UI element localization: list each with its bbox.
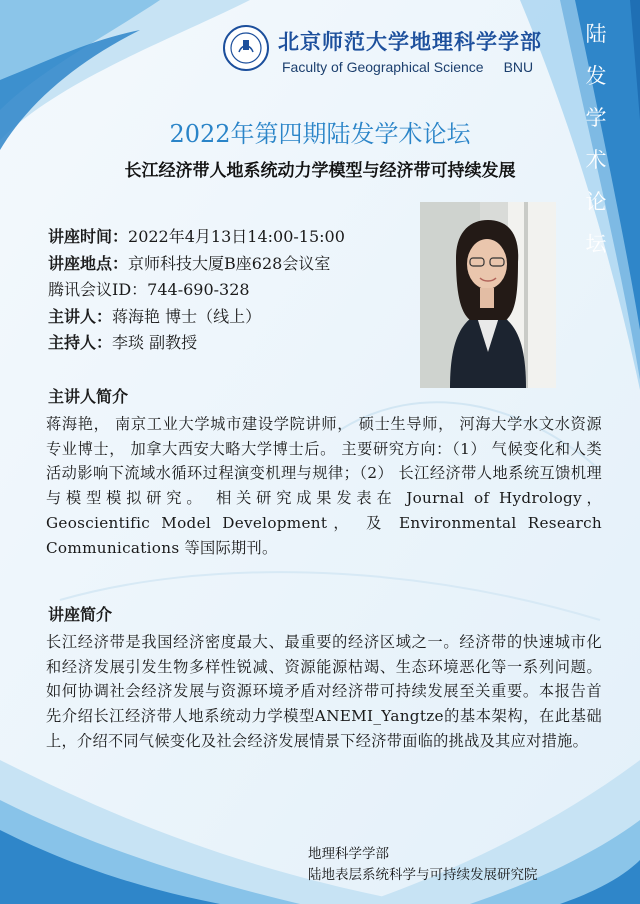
- place-label: 讲座地点：: [48, 253, 129, 273]
- university-name-en: [282, 59, 533, 75]
- organizer-2: 陆地表层系统科学与可持续发展研究院: [308, 866, 538, 883]
- bnu-seal-icon: [222, 24, 270, 72]
- time-label: 讲座时间：: [48, 227, 129, 246]
- place-value: 京师科技大厦B座628会议室: [128, 253, 331, 273]
- host-row: [48, 330, 345, 357]
- meeting-id: 腾讯会议ID：744-690-328: [48, 280, 250, 299]
- host-label: 主持人：: [48, 333, 113, 352]
- organizer-1: 地理科学学部: [308, 846, 389, 862]
- side-title-char: 发: [585, 64, 607, 88]
- organizers: [308, 844, 538, 885]
- side-title-char: 坛: [585, 232, 607, 256]
- speaker-row: [48, 304, 345, 331]
- time-value: 2022年4月13日14:00-15:00: [128, 227, 345, 246]
- lecture-intro-text: 长江经济带是我国经济密度最大、最重要的经济区域之一。经济带的快速城市化和经济发展引发生物多样性锐减、资源能源枯竭、生态环境恶化等一系列问题。如何协调社会经济发展与资源环境矛盾对经济带可持续发展至关重要。本报告首先介绍长江经济带人地系统动力学模型ANEMI_Yangtze的基本架构，在此基础上，介绍不同气候变化及社会经济发展情景下经济带面临的挑战及其应对措施。: [46, 633, 602, 750]
- lecture-intro-heading: 讲座简介: [48, 605, 113, 624]
- time-row: [48, 224, 345, 251]
- host-value: 李琰 副教授: [112, 333, 198, 352]
- faculty-name: Faculty of Geographical Science: [282, 59, 484, 75]
- lecture-info: [48, 224, 345, 357]
- side-title-char: 陆: [585, 22, 607, 46]
- university-name-cn: 北京师范大学地理科学学部: [278, 29, 542, 54]
- side-title-char: 论: [585, 190, 607, 214]
- speaker-label: 主讲人：: [48, 306, 113, 326]
- page-title: 2022年第四期陆发学术论坛: [169, 120, 471, 148]
- university-abbr: BNU: [503, 59, 534, 75]
- speaker-value: 蒋海艳 博士（线上）: [112, 306, 262, 326]
- place-row: [48, 251, 345, 278]
- speaker-intro-heading: 主讲人简介: [48, 387, 129, 406]
- side-title-char: 学: [585, 106, 607, 130]
- speaker-portrait: [420, 202, 556, 388]
- speaker-intro-text: 蒋海艳， 南京工业大学城市建设学院讲师， 硕士生导师， 河海大学水文水资源专业博士， 加拿大西安大略大学博士后。 主要研究方向：（1） 气候变化和人类活动影响下流域水循环过程演变机理与规律；（2） 长江经济带人地系统互馈机理与模型模拟研究。 相关研究成果发表在 Journal of Hydrology， Geoscientific Model Development， 及 Environmental Research Communications 等国际期刊。: [46, 415, 602, 557]
- side-title-char: 术: [585, 148, 607, 172]
- lecture-title: 长江经济带人地系统动力学模型与经济带可持续发展: [124, 161, 516, 181]
